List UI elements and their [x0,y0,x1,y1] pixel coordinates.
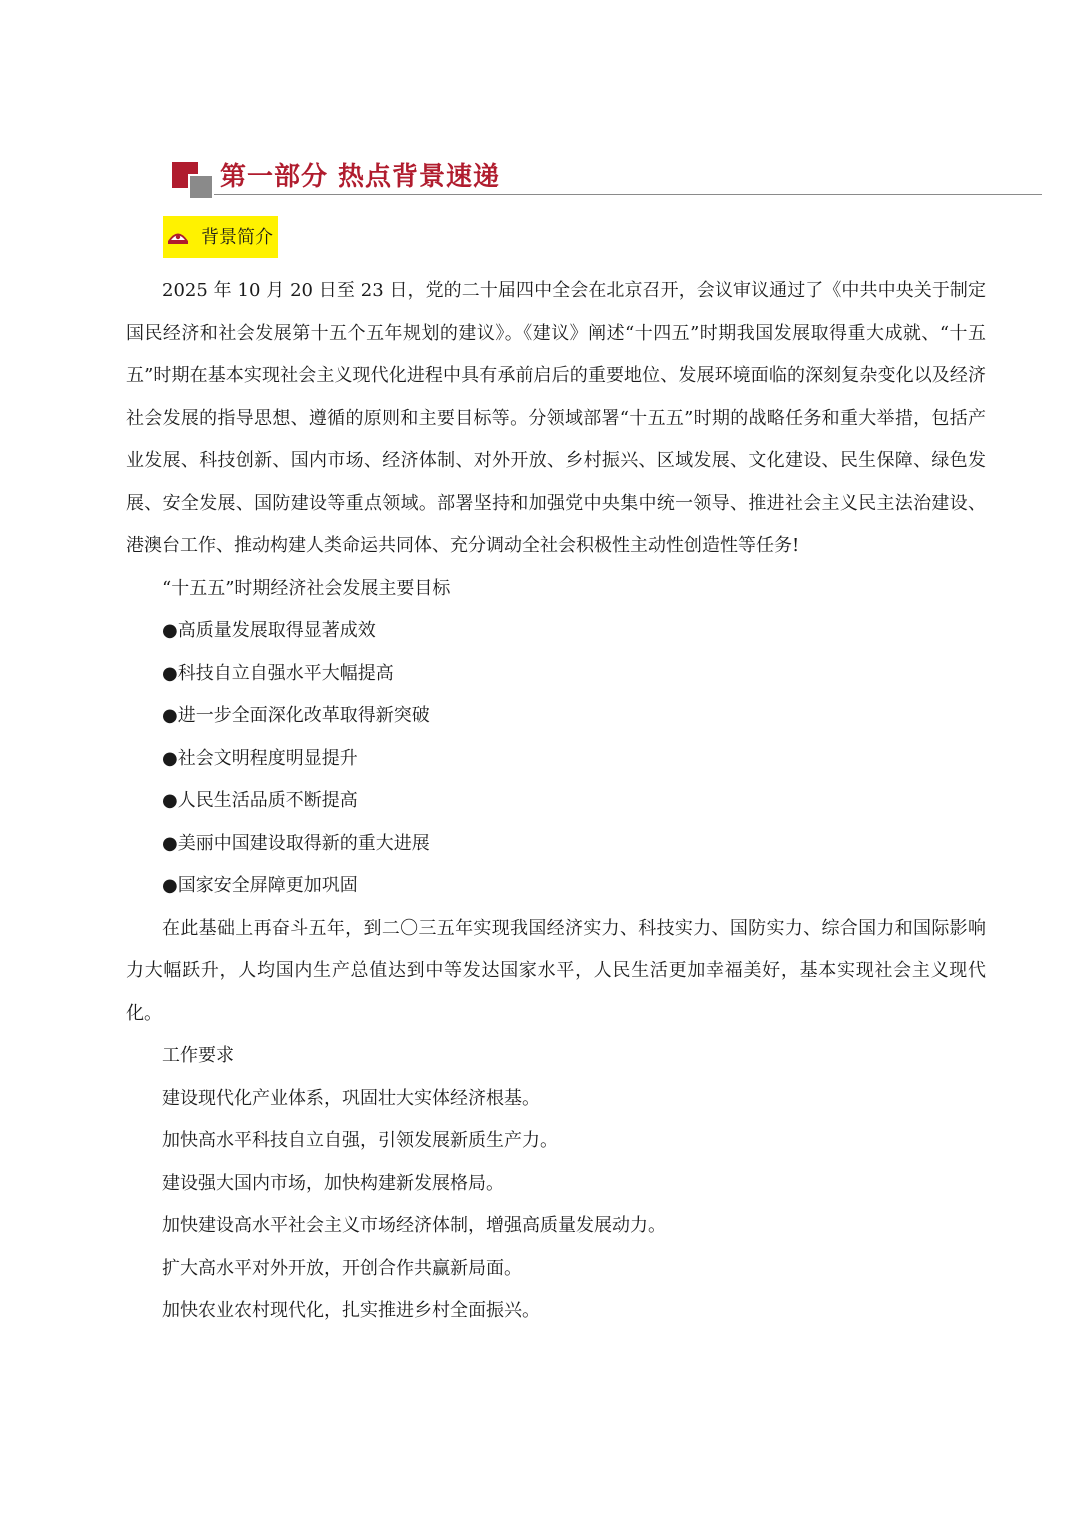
intro-paragraph: 2025 年 10 月 20 日至 23 日，党的二十届四中全会在北京召开，会议审议通过了《中共中央关于制定国民经济和社会发展第十五个五年规划的建议》。《建议》阐述“十四五”时期我国发展取得重大成就、“十五五”时期在基本实现社会主义现代化进程中具有承前启后的重要地位、发展环境面临的深刻复杂变化以及经济社会发展的指导思想、遵循的原则和主要目标等。分领域部署“十五五”时期的战略任务和重大举措，包括产业发展、科技创新、国内市场、经济体制、对外开放、乡村振兴、区域发展、文化建设、民生保障、绿色发展、安全发展、国防建设等重点领域。部署坚持和加强党中央集中统一领导、推进社会主义民主法治建设、港澳台工作、推动构建人类命运共同体、充分调动全社会积极性主动性创造性等任务! [126,280,986,556]
list-item: 加快建设高水平社会主义市场经济体制，增强高质量发展动力。 [162,1215,666,1236]
list-item: ●国家安全屏障更加巩固 [162,875,358,896]
list-item: ●高质量发展取得显著成效 [162,620,376,641]
list-item: 加快高水平科技自立自强，引领发展新质生产力。 [162,1130,558,1151]
list-item: ●人民生活品质不断提高 [162,790,358,811]
list-item: ●科技自立自强水平大幅提高 [162,662,394,684]
requirements-heading: 工作要求 [162,1045,234,1066]
list-item: ●美丽中国建设取得新的重大进展 [162,832,430,854]
list-item: 扩大高水平对外开放，开创合作共赢新局面。 [162,1257,522,1279]
section-title: 第一部分 热点背景速递 [220,162,501,192]
goals-heading: “十五五”时期经济社会发展主要目标 [162,577,451,599]
header-gray-square-icon [188,174,214,200]
requirements-list [126,1078,986,1333]
section-header-rule [212,194,1042,195]
list-item: ●社会文明程度明显提升 [162,747,358,769]
article-body [126,270,986,1333]
list-item: ●进一步全面深化改革取得新突破 [162,705,430,726]
party-emblem-icon [167,228,189,246]
subsection-label: 背景简介 [201,227,273,248]
list-item: 加快农业农村现代化，扎实推进乡村全面振兴。 [162,1300,540,1321]
list-item: 建设强大国内市场，加快构建新发展格局。 [162,1172,504,1194]
list-item: 建设现代化产业体系，巩固壮大实体经济根基。 [162,1087,540,1109]
goals-list [126,610,986,908]
subsection-heading [163,216,278,258]
vision-paragraph: 在此基础上再奋斗五年，到二〇三五年实现我国经济实力、科技实力、国防实力、综合国力和国际影响力大幅跃升，人均国内生产总值达到中等发达国家水平，人民生活更加幸福美好，基本实现社会主义现代化。 [126,917,986,1024]
section-header [172,160,1042,200]
